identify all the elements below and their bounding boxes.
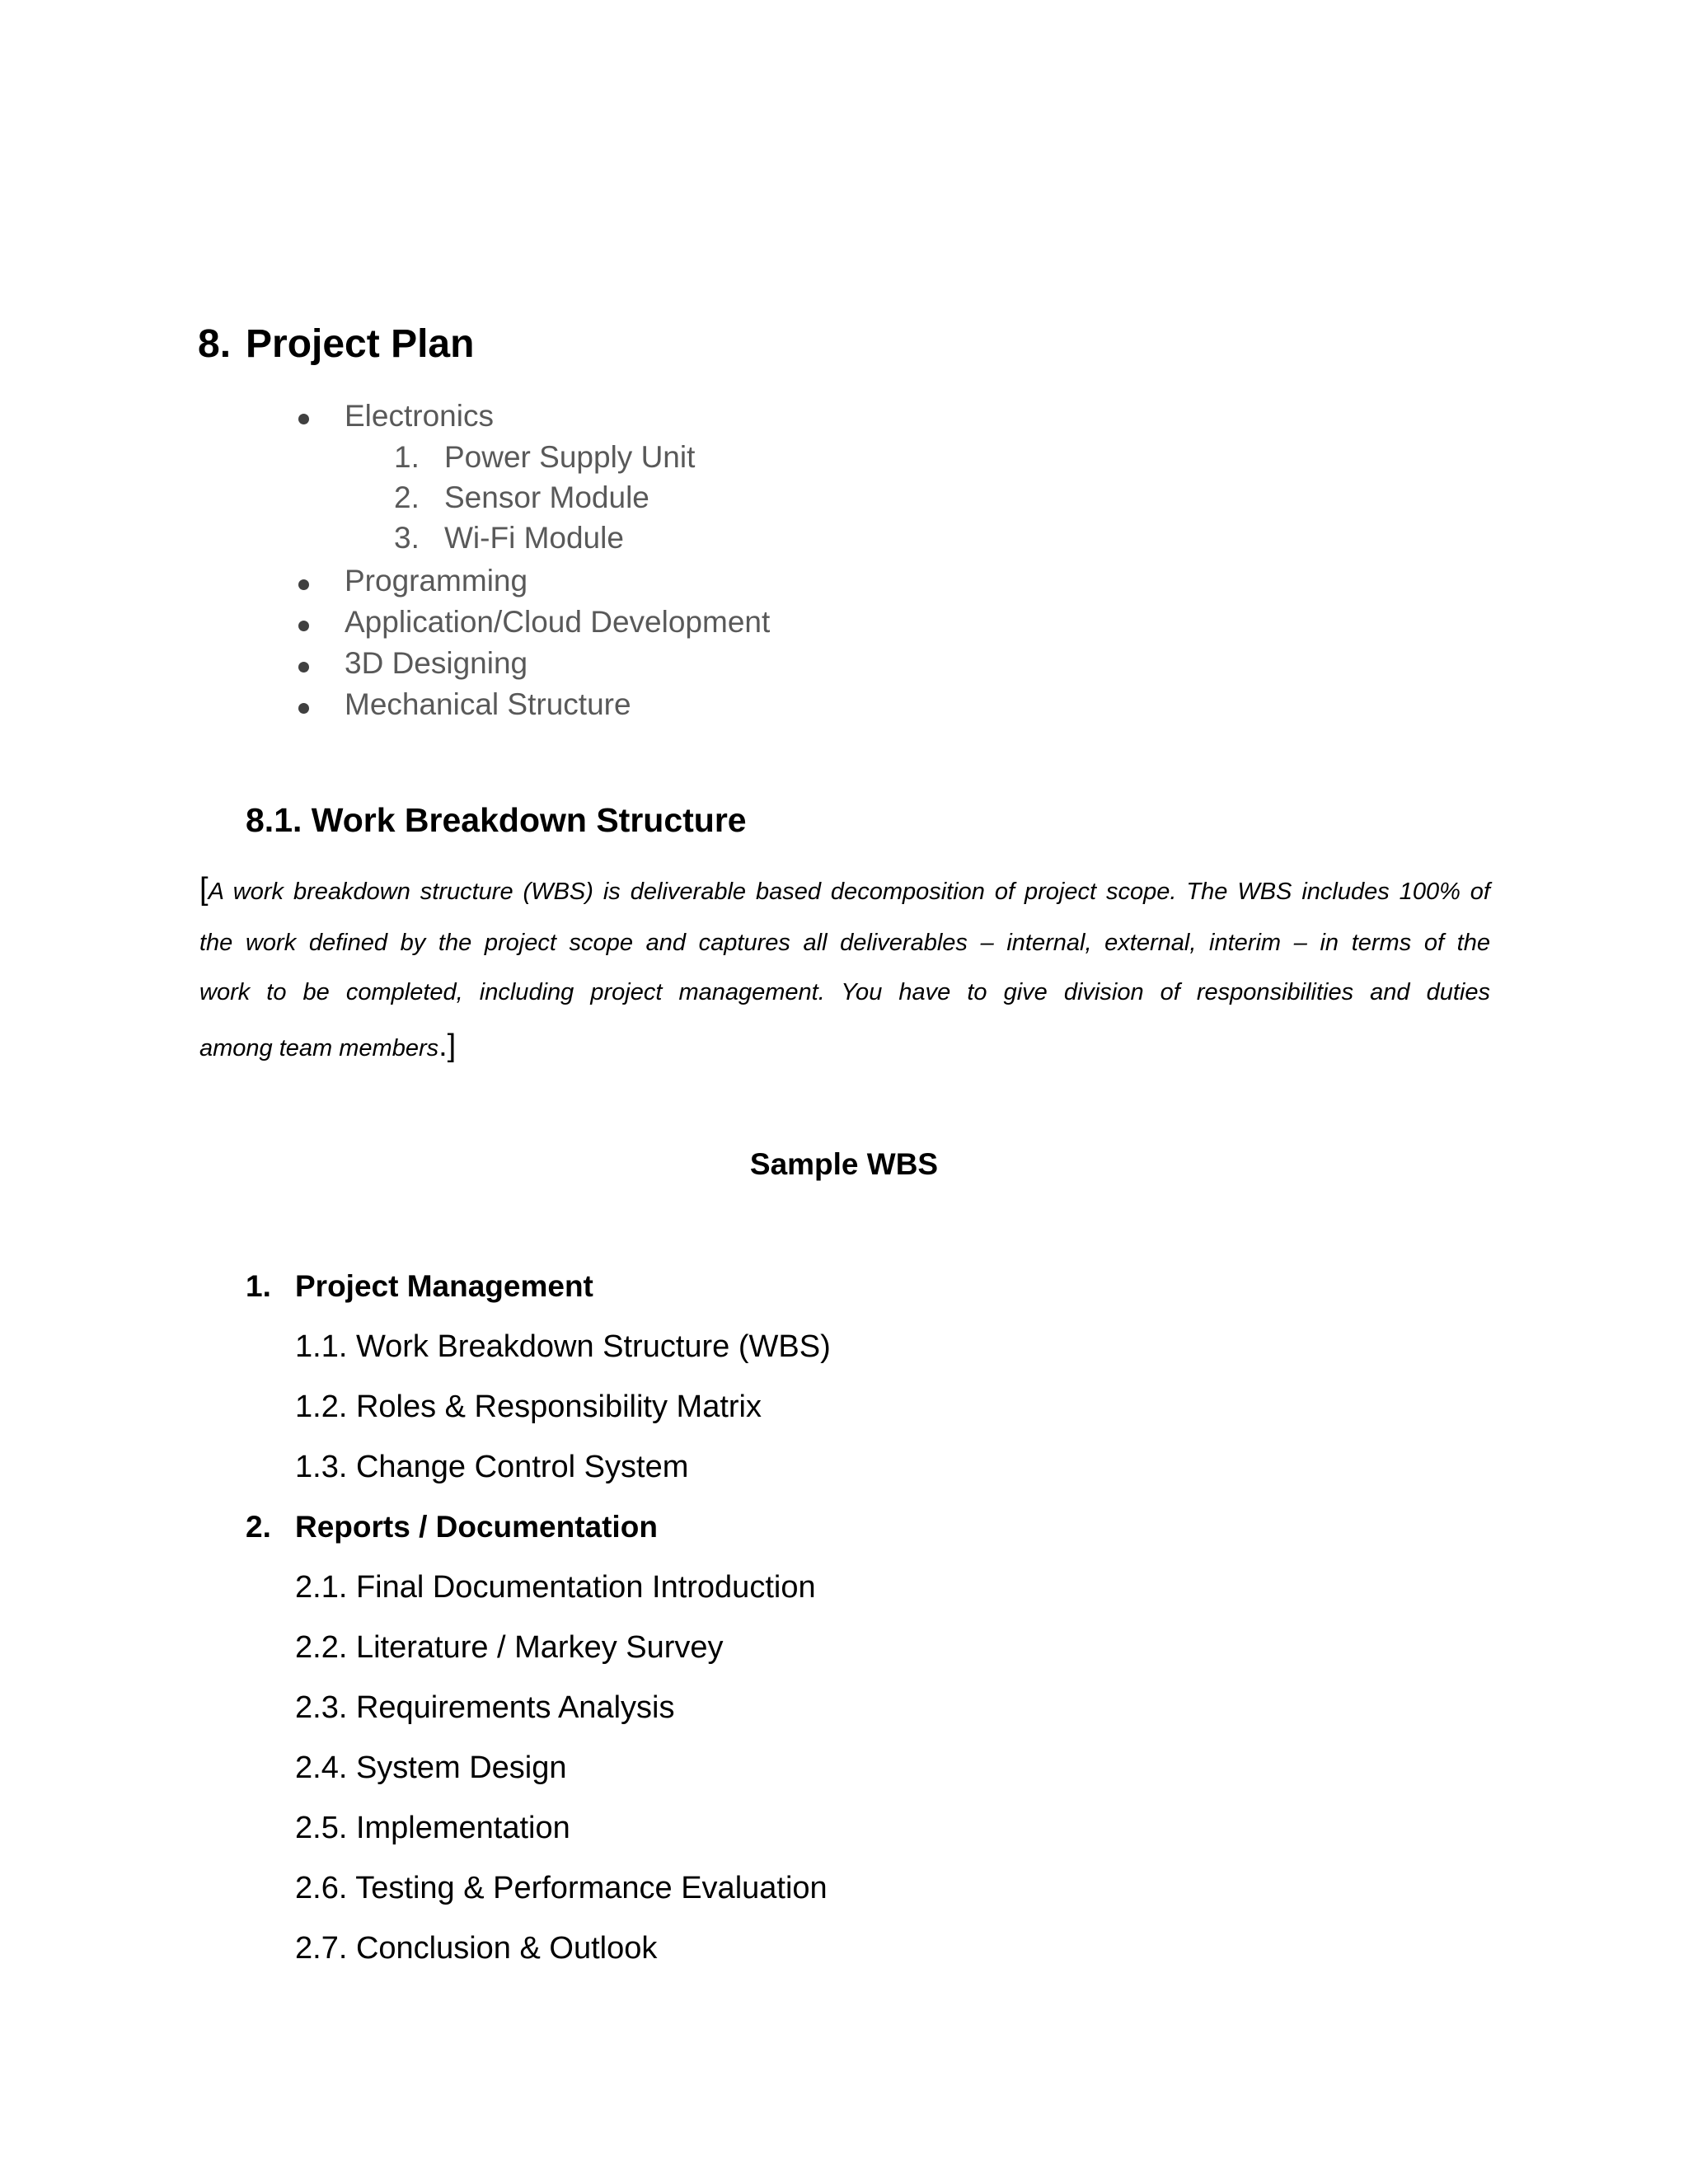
paragraph-line: work to be completed, including project management. You have to give division of responsibilities and duties (199, 979, 1490, 1005)
wbs-item: 2.6. Testing & Performance Evaluation (295, 1871, 828, 1905)
sample-wbs-title: Sample WBS (749, 1147, 939, 1181)
section-title: Project Plan (246, 322, 475, 366)
wbs-item: 1.3. Change Control System (295, 1450, 689, 1484)
bullet-icon (298, 662, 309, 673)
list-item: Programming (345, 564, 528, 598)
wbs-heading: Project Management (295, 1269, 593, 1303)
wbs-item: 2.7. Conclusion & Outlook (295, 1931, 658, 1966)
paragraph-line (199, 1029, 1490, 1064)
wbs-heading: Reports / Documentation (295, 1510, 658, 1544)
list-item: Sensor Module (444, 480, 649, 514)
wbs-item: 2.2. Literature / Markey Survey (295, 1630, 724, 1665)
bullet-icon (298, 703, 309, 714)
wbs-item: 1.2. Roles & Responsibility Matrix (295, 1390, 762, 1424)
list-item-number: 1. (394, 440, 420, 474)
open-bracket: [ (199, 872, 209, 907)
paragraph-text: among team members (199, 1035, 439, 1062)
subsection-title: 8.1. Work Breakdown Structure (246, 801, 747, 839)
bullet-icon (298, 579, 309, 590)
wbs-item: 1.1. Work Breakdown Structure (WBS) (295, 1329, 831, 1364)
wbs-item: 2.1. Final Documentation Introduction (295, 1570, 816, 1605)
bullet-icon (298, 621, 309, 631)
close-bracket: .] (438, 1029, 457, 1063)
wbs-number: 2. (246, 1510, 271, 1544)
paragraph-line: the work defined by the project scope and captures all deliverables – internal, external, interim – in terms of the (199, 930, 1490, 956)
list-item: Wi-Fi Module (444, 521, 624, 555)
bullet-icon (298, 414, 309, 424)
list-item-number: 3. (394, 521, 420, 555)
wbs-item: 2.5. Implementation (295, 1811, 570, 1845)
list-item: Power Supply Unit (444, 440, 696, 474)
wbs-item: 2.4. System Design (295, 1750, 567, 1785)
list-item: Mechanical Structure (345, 687, 631, 721)
list-item: 3D Designing (345, 646, 528, 680)
list-item: Application/Cloud Development (345, 605, 771, 639)
list-item: Electronics (345, 399, 494, 433)
wbs-number: 1. (246, 1269, 271, 1303)
paragraph-text: A work breakdown structure (WBS) is deliverable based decomposition of project scope. The WBS includes 100% of (208, 879, 1490, 905)
wbs-item: 2.3. Requirements Analysis (295, 1690, 675, 1725)
section-number: 8. (198, 322, 232, 366)
paragraph-line (199, 872, 1490, 907)
list-item-number: 2. (394, 480, 420, 514)
